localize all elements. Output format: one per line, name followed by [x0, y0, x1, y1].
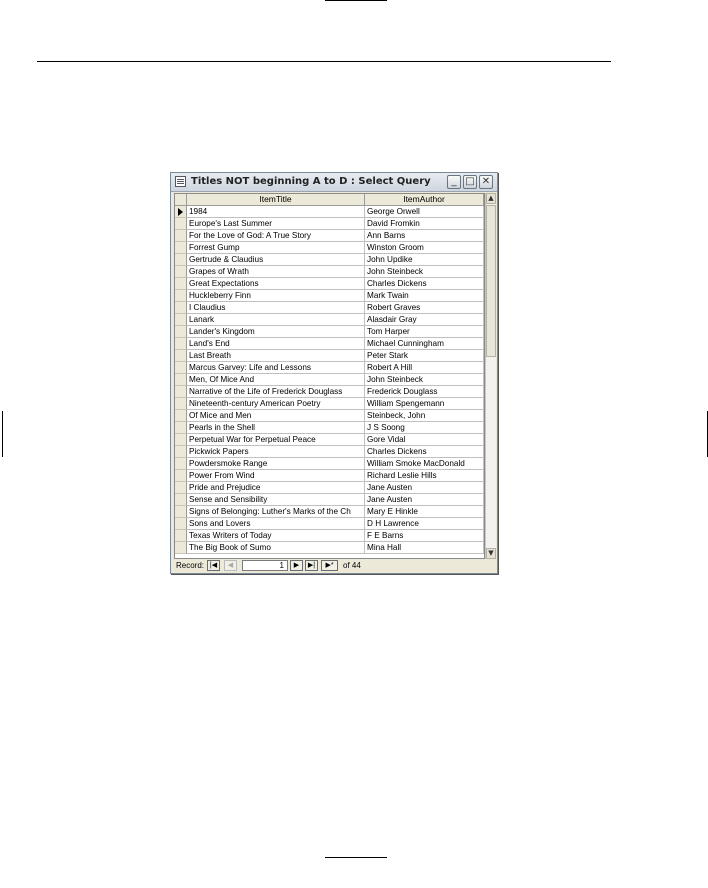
table-row[interactable] [175, 362, 484, 374]
cell-itemauthor[interactable]: John Steinbeck [365, 266, 484, 278]
cell-itemauthor[interactable]: David Fromkin [365, 218, 484, 230]
cell-itemauthor[interactable]: D H Lawrence [365, 518, 484, 530]
cell-itemtitle[interactable]: Pickwick Papers [187, 446, 365, 458]
query-window [170, 172, 498, 574]
cell-itemtitle[interactable]: Men, Of Mice And [187, 374, 365, 386]
minimize-button[interactable]: _ [447, 175, 461, 189]
window-title: Titles NOT beginning A to D : Select Query [191, 176, 431, 187]
table-row[interactable] [175, 218, 484, 230]
table-row[interactable] [175, 542, 484, 554]
record-selector[interactable] [175, 530, 187, 542]
record-selector[interactable] [175, 278, 187, 290]
cell-itemtitle[interactable]: Forrest Gump [187, 242, 365, 254]
record-selector[interactable] [175, 266, 187, 278]
record-selector[interactable] [175, 506, 187, 518]
table-row[interactable] [175, 338, 484, 350]
record-selector[interactable] [175, 542, 187, 554]
record-selector[interactable] [175, 494, 187, 506]
cell-itemtitle[interactable]: Europe's Last Summer [187, 218, 365, 230]
cell-itemauthor[interactable]: Jane Austen [365, 482, 484, 494]
top-rule [325, 0, 387, 1]
cell-itemauthor[interactable]: George Orwell [365, 206, 484, 218]
record-selector[interactable] [175, 458, 187, 470]
left-margin-mark [2, 411, 3, 457]
close-button[interactable]: ✕ [479, 175, 493, 189]
cell-itemtitle[interactable]: Gertrude & Claudius [187, 254, 365, 266]
record-selector[interactable] [175, 374, 187, 386]
cell-itemauthor[interactable]: Mary E Hinkle [365, 506, 484, 518]
cell-itemtitle[interactable]: Land's End [187, 338, 365, 350]
cell-itemtitle[interactable]: Nineteenth-century American Poetry [187, 398, 365, 410]
cell-itemauthor[interactable]: Alasdair Gray [365, 314, 484, 326]
bottom-rule [325, 857, 387, 858]
cell-itemtitle[interactable]: Sons and Lovers [187, 518, 365, 530]
cell-itemtitle[interactable]: Pride and Prejudice [187, 482, 365, 494]
cell-itemtitle[interactable]: I Claudius [187, 302, 365, 314]
cell-itemauthor[interactable]: Robert A Hill [365, 362, 484, 374]
cell-itemauthor[interactable]: Gore Vidal [365, 434, 484, 446]
record-selector[interactable] [175, 326, 187, 338]
record-selector[interactable] [175, 470, 187, 482]
table-row[interactable] [175, 266, 484, 278]
table-row[interactable] [175, 230, 484, 242]
table-row[interactable] [175, 386, 484, 398]
record-count: of 44 [343, 561, 361, 570]
table-row[interactable] [175, 290, 484, 302]
select-all-corner[interactable] [175, 194, 187, 206]
cell-itemauthor[interactable]: John Updike [365, 254, 484, 266]
table-row[interactable] [175, 278, 484, 290]
record-selector[interactable] [175, 446, 187, 458]
table-row[interactable] [175, 314, 484, 326]
table-row[interactable] [175, 446, 484, 458]
cell-itemauthor[interactable]: Frederick Douglass [365, 386, 484, 398]
table-row[interactable] [175, 422, 484, 434]
record-selector[interactable] [175, 242, 187, 254]
cell-itemauthor[interactable]: Peter Stark [365, 350, 484, 362]
column-header-itemtitle[interactable]: ItemTitle [187, 194, 365, 206]
cell-itemtitle[interactable]: Last Breath [187, 350, 365, 362]
table-row[interactable] [175, 326, 484, 338]
cell-itemauthor[interactable]: Robert Graves [365, 302, 484, 314]
table-row[interactable] [175, 206, 484, 218]
record-selector[interactable] [175, 398, 187, 410]
record-selector[interactable] [175, 254, 187, 266]
cell-itemtitle[interactable]: Powdersmoke Range [187, 458, 365, 470]
cell-itemauthor[interactable]: Tom Harper [365, 326, 484, 338]
scroll-up-button[interactable]: ▲ [486, 193, 496, 204]
table-row[interactable] [175, 530, 484, 542]
table-row[interactable] [175, 242, 484, 254]
cell-itemtitle[interactable]: Pearls in the Shell [187, 422, 365, 434]
cell-itemauthor[interactable]: F E Barns [365, 530, 484, 542]
record-selector[interactable] [175, 302, 187, 314]
record-selector[interactable] [175, 362, 187, 374]
cell-itemauthor[interactable]: J S Soong [365, 422, 484, 434]
cell-itemauthor[interactable]: William Spengemann [365, 398, 484, 410]
vertical-scrollbar[interactable] [485, 193, 496, 559]
cell-itemtitle[interactable]: Lander's Kingdom [187, 326, 365, 338]
last-record-button[interactable]: ▶| [305, 560, 318, 571]
table-row[interactable] [175, 470, 484, 482]
record-selector[interactable] [175, 434, 187, 446]
table-row[interactable] [175, 482, 484, 494]
cell-itemtitle[interactable]: For the Love of God: A True Story [187, 230, 365, 242]
datasheet-grid [174, 193, 485, 559]
record-selector[interactable] [175, 230, 187, 242]
cell-itemauthor[interactable]: Winston Groom [365, 242, 484, 254]
header-rule [37, 61, 611, 62]
table-row[interactable] [175, 434, 484, 446]
record-selector[interactable] [175, 386, 187, 398]
cell-itemauthor[interactable]: Michael Cunningham [365, 338, 484, 350]
record-selector[interactable] [175, 518, 187, 530]
cell-itemauthor[interactable]: Richard Leslie Hills [365, 470, 484, 482]
cell-itemtitle[interactable]: Marcus Garvey: Life and Lessons [187, 362, 365, 374]
record-selector[interactable] [175, 338, 187, 350]
record-selector[interactable] [175, 350, 187, 362]
cell-itemauthor[interactable]: Mark Twain [365, 290, 484, 302]
current-record-arrow-icon [178, 208, 183, 216]
maximize-button[interactable]: □ [463, 175, 477, 189]
record-selector[interactable] [175, 206, 187, 218]
record-navigator [174, 560, 494, 572]
cell-itemtitle[interactable]: Power From Wind [187, 470, 365, 482]
record-selector[interactable] [175, 218, 187, 230]
table-row[interactable] [175, 398, 484, 410]
record-label: Record: [176, 561, 205, 570]
record-selector[interactable] [175, 290, 187, 302]
table-row[interactable] [175, 302, 484, 314]
cell-itemtitle[interactable]: 1984 [187, 206, 365, 218]
record-selector[interactable] [175, 314, 187, 326]
new-record-button[interactable]: ▶* [321, 560, 338, 571]
query-icon [175, 176, 186, 187]
table-row[interactable] [175, 410, 484, 422]
cell-itemtitle[interactable]: The Big Book of Sumo [187, 542, 365, 554]
table-row[interactable] [175, 518, 484, 530]
cell-itemauthor[interactable]: John Steinbeck [365, 374, 484, 386]
cell-itemauthor[interactable]: Mina Hall [365, 542, 484, 554]
table-row[interactable] [175, 506, 484, 518]
next-record-button[interactable]: ▶ [290, 560, 303, 571]
table-row[interactable] [175, 350, 484, 362]
scroll-down-button[interactable]: ▼ [486, 548, 496, 559]
cell-itemauthor[interactable]: Ann Barns [365, 230, 484, 242]
table-row[interactable] [175, 458, 484, 470]
cell-itemauthor[interactable]: Charles Dickens [365, 446, 484, 458]
column-header-itemauthor[interactable]: ItemAuthor [365, 194, 484, 206]
cell-itemauthor[interactable]: Jane Austen [365, 494, 484, 506]
cell-itemtitle[interactable]: Texas Writers of Today [187, 530, 365, 542]
record-number-input[interactable]: 1 [242, 560, 288, 571]
table-row[interactable] [175, 254, 484, 266]
cell-itemtitle[interactable]: Narrative of the Life of Frederick Douglass [187, 386, 365, 398]
table-row[interactable] [175, 494, 484, 506]
cell-itemtitle[interactable]: Perpetual War for Perpetual Peace [187, 434, 365, 446]
title-bar[interactable] [171, 173, 497, 192]
cell-itemtitle[interactable]: Of Mice and Men [187, 410, 365, 422]
table-row[interactable] [175, 374, 484, 386]
cell-itemtitle[interactable]: Lanark [187, 314, 365, 326]
record-selector[interactable] [175, 482, 187, 494]
scroll-thumb[interactable] [486, 205, 496, 357]
cell-itemtitle[interactable]: Huckleberry Finn [187, 290, 365, 302]
cell-itemtitle[interactable]: Signs of Belonging: Luther's Marks of the Ch [187, 506, 365, 518]
cell-itemtitle[interactable]: Sense and Sensibility [187, 494, 365, 506]
cell-itemtitle[interactable]: Grapes of Wrath [187, 266, 365, 278]
cell-itemauthor[interactable]: William Smoke MacDonald [365, 458, 484, 470]
cell-itemtitle[interactable]: Great Expectations [187, 278, 365, 290]
record-selector[interactable] [175, 410, 187, 422]
record-selector[interactable] [175, 422, 187, 434]
cell-itemauthor[interactable]: Steinbeck, John [365, 410, 484, 422]
cell-itemauthor[interactable]: Charles Dickens [365, 278, 484, 290]
first-record-button[interactable]: |◀ [207, 560, 220, 571]
previous-record-button[interactable]: ◀ [224, 560, 237, 571]
